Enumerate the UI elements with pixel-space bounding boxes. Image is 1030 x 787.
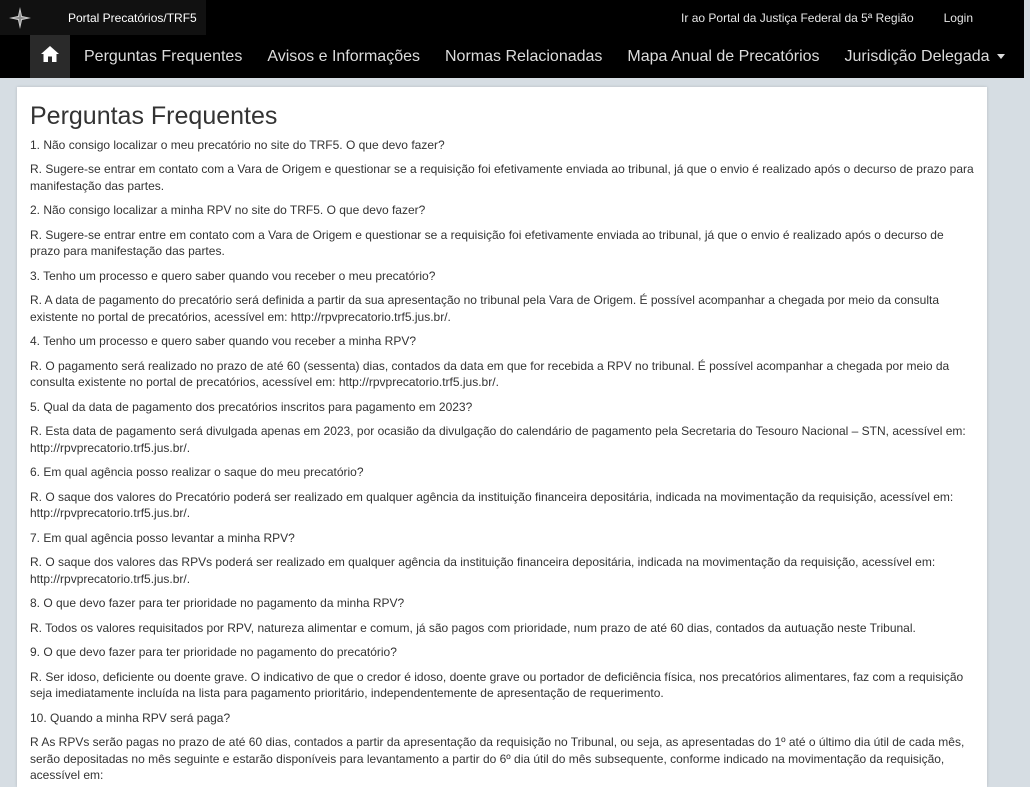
faq-answer: R. Ser idoso, deficiente ou doente grave. O indicativo de que o credor é idoso, doente grave ou portador de deficiência física, nos precatórios alimentares, faz com a requisição seja imediatamente incluída na lista para pagamento prioritário, independentemente de apresentação de requerimento. <box>30 669 964 701</box>
brand-title[interactable]: Portal Precatórios/TRF5 <box>68 10 197 25</box>
faq-answer: R. O pagamento será realizado no prazo de até 60 (sessenta) dias, contados da data em que for recebida a RPV no tribunal. É possível acompanhar a chegada por meio da consulta existente no portal de precatórios, acessível em: http://rpvprecatorio.trf5.jus.br/. <box>30 358 950 390</box>
faq-question: 7. Em qual agência posso levantar a minha RPV? <box>30 530 295 545</box>
caret-down-icon <box>997 54 1005 59</box>
nav-items <box>84 35 1030 78</box>
faq-answer: R. Todos os valores requisitados por RPV, natureza alimentar e comum, já são pagos com prioridade, num prazo de até 60 dias, contados da autuação neste Tribunal. <box>30 620 916 635</box>
faq-question: 8. O que devo fazer para ter prioridade no pagamento da minha RPV? <box>30 596 405 611</box>
justice-portal-link[interactable]: Ir ao Portal da Justiça Federal da 5ª Região <box>681 10 914 25</box>
faq-question: 1. Não consigo localizar o meu precatório no site do TRF5. O que devo fazer? <box>30 137 445 152</box>
nav-item-delegated-jurisdiction[interactable] <box>845 48 1005 66</box>
nav-item-faq[interactable]: Perguntas Frequentes <box>84 47 243 65</box>
nav-item-notices[interactable]: Avisos e Informações <box>267 47 420 65</box>
faq-answer: R. A data de pagamento do precatório será definida a partir da sua apresentação no tribunal pela Vara de Origem. É possível acompanhar a chegada por meio da consulta existente no portal de precatórios, acessível em: http://rpvprecatorio.trf5.jus.br/. <box>30 293 940 324</box>
faq-question: 2. Não consigo localizar a minha RPV no site do TRF5. O que devo fazer? <box>30 203 426 218</box>
faq-answer: R. O saque dos valores do Precatório poderá ser realizado em qualquer agência da instituição financeira depositária, indicada na movimentação da requisição, acessível em: http://rpvprecatorio.trf5.jus.br/. <box>30 489 954 521</box>
faq-question: 5. Qual da data de pagamento dos precatórios inscritos para pagamento em 2023? <box>30 399 473 414</box>
trf5-logo-icon <box>0 0 40 35</box>
faq-answer: R. Esta data de pagamento será divulgada apenas em 2023, por ocasião da divulgação do calendário de pagamento pela Secretaria do Tesouro Nacional – STN, acessível em: http://rpvprecatorio.trf5.jus.br/. <box>30 424 966 455</box>
faq-question: 6. Em qual agência posso realizar o saque do meu precatório? <box>30 465 364 480</box>
nav-home-button[interactable] <box>30 35 70 78</box>
nav-item-regulations[interactable]: Normas Relacionadas <box>445 47 603 65</box>
faq-answer: R. Sugere-se entrar entre em contato com a Vara de Origem e questionar se a requisição foi efetivamente enviada ao tribunal, já que o envio é realizado após o decurso de prazo para manifestação das partes. <box>30 227 944 259</box>
top-bar <box>0 0 1024 35</box>
brand[interactable] <box>0 0 206 35</box>
login-link[interactable]: Login <box>943 10 973 25</box>
faq-answer: R As RPVs serão pagas no prazo de até 60 dias, contados a partir da apresentação da requisição no Tribunal, ou seja, as apresentadas do 1º até o último dia útil de cada mês, serão depositadas no mês seguinte e estarão disponíveis para levantamento a partir do 6º dia útil do mês subsequente, conforme indicado na movimentação da requisição, acessível em: <box>30 735 965 783</box>
faq-answer: R. O saque dos valores das RPVs poderá ser realizado em qualquer agência da instituição financeira depositária, indicada na movimentação da requisição, acessível em: http://rpvprecatorio.trf5.jus.br/. <box>30 555 936 586</box>
faq-question: 3. Tenho um processo e quero saber quando vou receber o meu precatório? <box>30 268 436 283</box>
faq-question: 4. Tenho um processo e quero saber quando vou receber a minha RPV? <box>30 334 417 349</box>
faq-question: 9. O que devo fazer para ter prioridade no pagamento do precatório? <box>30 645 397 660</box>
page-title: Perguntas Frequentes <box>30 102 278 130</box>
top-links <box>681 0 1024 35</box>
main-content <box>17 87 987 787</box>
faq-question: 10. Quando a minha RPV será paga? <box>30 710 231 725</box>
faq-answer: R. Sugere-se entrar em contato com a Vara de Origem e questionar se a requisição foi efetivamente enviada ao tribunal, já que o envio é realizado após o decurso de prazo para manifestação das partes. <box>30 162 974 193</box>
nav-item-annual-map[interactable]: Mapa Anual de Precatórios <box>627 47 820 65</box>
main-nav <box>0 35 1024 78</box>
nav-item-delegated-label: Jurisdição Delegada <box>844 47 990 65</box>
home-icon <box>41 46 59 67</box>
